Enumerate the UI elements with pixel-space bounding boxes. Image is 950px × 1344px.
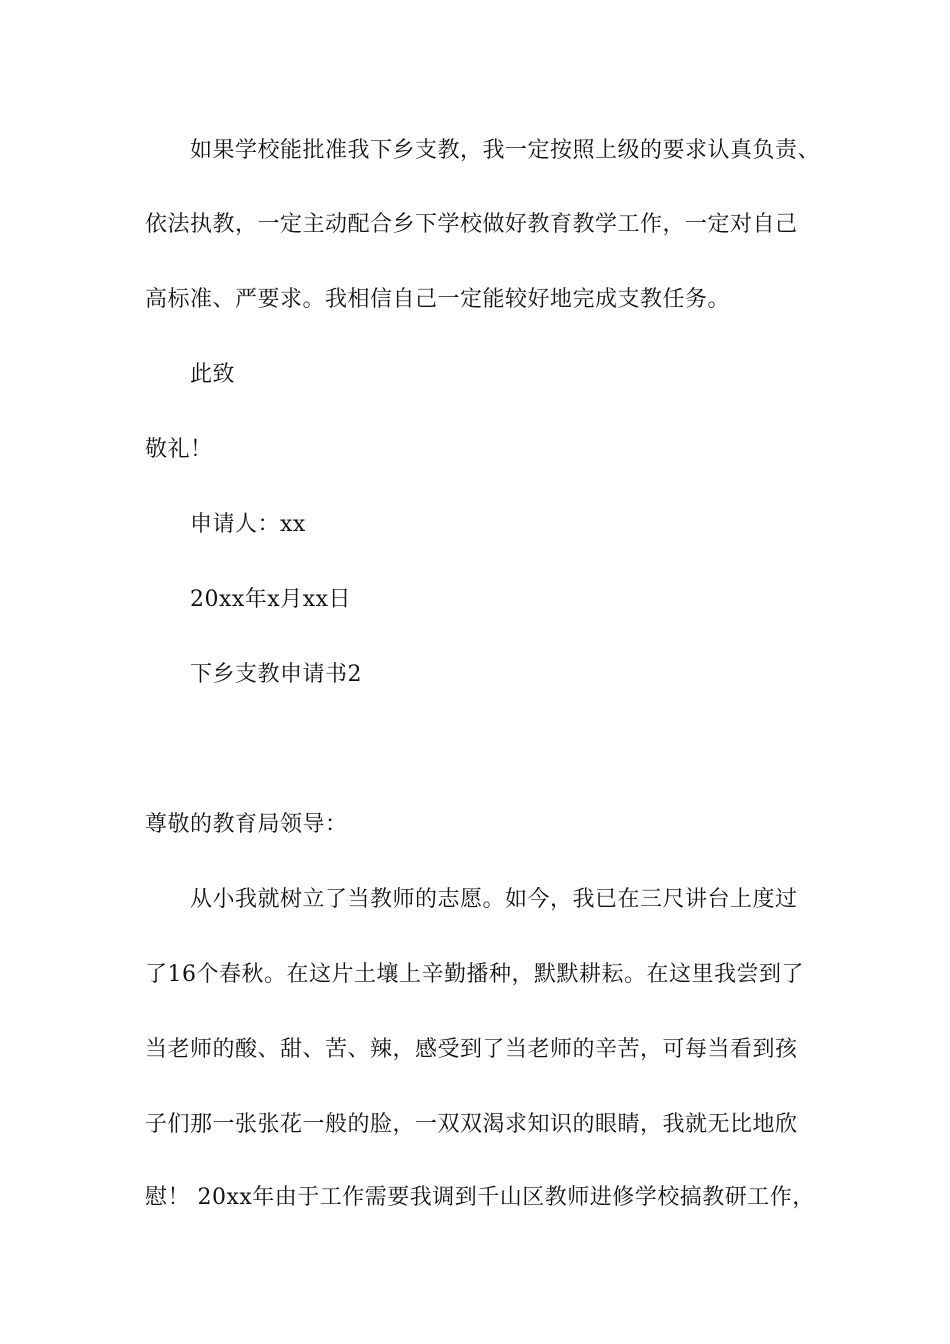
paragraph-line: 慰！ 20xx年由于工作需要我调到千山区教师进修学校搞教研工作，: [145, 1185, 815, 1210]
application-date: 20xx年x月xx日: [190, 587, 352, 612]
paragraph-line: 当老师的酸、甜、苦、辣，感受到了当老师的辛苦，可每当看到孩: [145, 1037, 798, 1062]
salutation-closing: 敬礼！: [145, 437, 213, 462]
paragraph-line: 高标准、严要求。我相信自己一定能较好地完成支教任务。: [145, 287, 731, 312]
section-title: 下乡支教申请书2: [190, 662, 362, 687]
letter-greeting: 尊敬的教育局领导：: [145, 812, 348, 837]
paragraph-line: 依法执教，一定主动配合乡下学校做好教育教学工作，一定对自己: [145, 212, 798, 237]
paragraph-line: 如果学校能批准我下乡支教，我一定按照上级的要求认真负责、: [190, 138, 821, 163]
paragraph-line: 了16个春秋。在这片土壤上辛勤播种，默默耕耘。在这里我尝到了: [145, 962, 804, 987]
applicant-name: 申请人：xx: [190, 512, 306, 537]
closing-phrase: 此致: [190, 362, 236, 387]
paragraph-line: 子们那一张张花一般的脸，一双双渴求知识的眼睛，我就无比地欣: [145, 1112, 798, 1137]
paragraph-line: 从小我就树立了当教师的志愿。如今，我已在三尺讲台上度过: [190, 887, 798, 912]
